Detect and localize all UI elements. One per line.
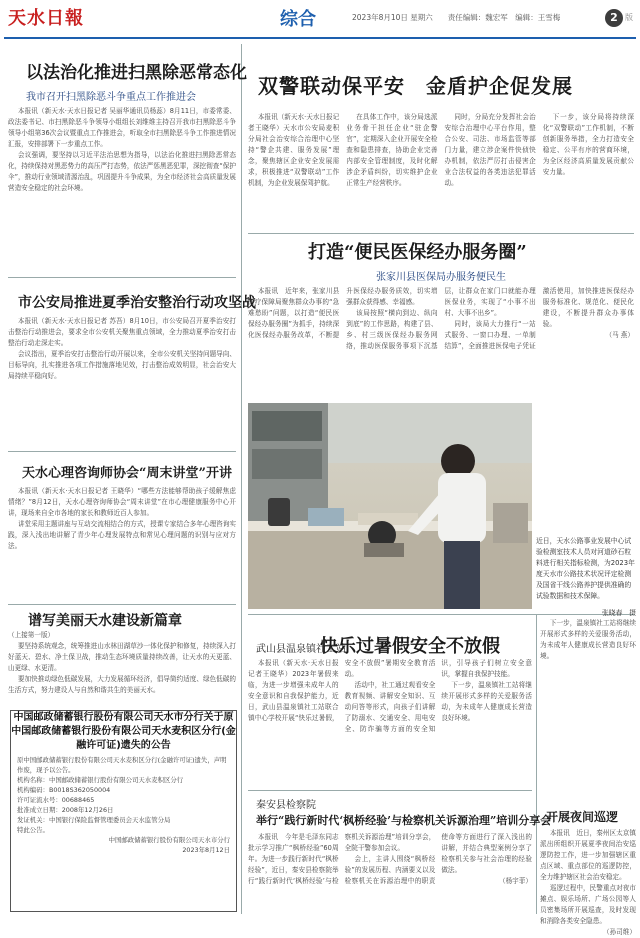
notice-line: 批准成立日期：2008年12月26日 — [17, 806, 114, 814]
article-body — [248, 112, 634, 230]
article-title: 开展夜间巡逻 — [546, 810, 619, 824]
paragraph: 要坚持系统观念，统筹推进山水林田湖草沙一体化保护和修复，持续深入打好蓝天、碧水、净土保卫战，推动生态环境质量持续改善，让天水的天更蓝、山更绿、水更清。 — [8, 642, 236, 672]
lost-license-notice — [10, 710, 237, 912]
photo-caption — [536, 536, 636, 619]
article-title: 举行“践行新时代‘枫桥经验’与检察机关诉源治理”培训分享会 — [256, 814, 552, 827]
article-body — [248, 658, 532, 786]
paragraph: 本报讯 近日，秦州区太京镇派出所组织开展夏季夜间治安巡逻防控工作，进一步加强辖区重点区域、重点部位的巡逻防控，全力维护辖区社会治安稳定。 — [540, 829, 636, 881]
page-number: 2 — [605, 9, 623, 27]
paragraph: 要加快推动绿色低碳发展，大力发展循环经济，倡导简约适度、绿色低碳的生活方式，努力建设人与自然和谐共生的美丽天水。 — [8, 675, 236, 694]
photo-credit: 张晓春 摄 — [602, 609, 636, 617]
article-kicker: 武山县温泉镇社工站 — [256, 644, 346, 655]
article-title: 打造“便民医保经办服务圈” — [308, 242, 527, 263]
notice-line: 发证机关：中国银行保险监督管理委员会天水监管分局 — [17, 816, 171, 824]
notice-line: 机构名称：中国邮政储蓄银行股份有限公司天水麦积区分行 — [17, 776, 184, 784]
article-title: 双警联动保平安 金盾护企促发展 — [258, 74, 573, 98]
news-photo — [248, 403, 532, 609]
caption-text: 近日，天水公路事业发展中心试验检测室技术人员对河道砂石粒料进行相关指标检测，为2023年度天水市公路技术状况评定检测及国省干线公路养护提供准确的试验数据和技术保障。 — [536, 537, 635, 600]
paragraph: 本报讯 近年来，张家川县医疗保障局聚焦群众办事的“急难愁盼”问题，以打造“便民医保经办服务圈”为抓手，持续深化医保经办服务改革，不断提升医保经办服务质效，切实增强群众获得感、幸福感。 — [248, 287, 438, 339]
notice-line: 许可证流水号：00688465 — [17, 796, 95, 804]
article-body — [8, 106, 236, 272]
paragraph: 本报讯（新天水·天水日报记者王晓华）天水市公安局麦积分局社会治安综合治理中心坚持“警企共建、服务发展”理念，聚焦辖区企业安全发展需求，积极推进“双警联动”工作机制，为企业发展保驾护航。 — [248, 113, 340, 187]
article-title: 以法治化推进扫黑除恶常态化 — [26, 63, 247, 83]
column-divider — [536, 614, 537, 914]
section-divider — [8, 451, 236, 452]
article-sign: （杨宇菲） — [499, 877, 532, 885]
article-body — [8, 486, 236, 600]
section-divider — [8, 604, 236, 605]
issue-meta: 2023年8月10日 星期六 责任编辑：魏宏军 编辑：王雪梅 — [352, 13, 561, 22]
paragraph: 会议指出，夏季治安打击整治行动开展以来，全市公安机关坚持问题导向、目标导向，扎实推进各项工作措施落地见效，打击整治成效明显，社会治安大局持续平稳向好。 — [8, 350, 236, 380]
notice-date: 2023年8月12日 — [182, 846, 230, 854]
article-sign: （孙司维） — [603, 928, 636, 936]
paragraph: 本报讯 今年是毛泽东同志批示学习推广“枫桥经验”60周年。为进一步践行新时代“枫桥经验”，近日，秦安县检察院举行“践行新时代‘枫桥经验’与检察机关诉源治理”培训分享会，全院干警参加会议。 — [248, 833, 436, 885]
paragraph: 本报讯（新天水·天水日报记者 王晓华）“哪些方法能够帮助孩子缓解焦虑情绪？”8月12日，天水心理咨询师协会“周末讲堂”在市心理健康服务中心开讲，现场来自全市各地的家长和教师近百人参加。 — [8, 487, 236, 517]
paragraph: 本报讯（新天水·天水日报记者 苏吾）8月10日，市公安局召开夏季治安打击整治行动推进会，要求全市公安机关聚焦重点领域，全力推动夏季治安打击整治行动走深走实。 — [8, 317, 236, 347]
article-title: 谱写美丽天水建设新篇章 — [28, 613, 182, 629]
article-body — [248, 832, 532, 914]
notice-line: 特此公告。 — [17, 826, 49, 834]
article-title: 快乐过暑假安全不放假 — [320, 636, 500, 657]
notice-body — [11, 753, 236, 857]
paragraph: 该局按照“横向到边、纵向到底”的工作思路，构建了县、乡、村三级医保经办服务网络，推动医保服务事项下沉基层，让群众在家门口就能办理医保业务，实现了“小事不出村、大事不出乡”。 — [346, 287, 536, 350]
article-subtitle: 我市召开扫黑除恶斗争重点工作推进会 — [26, 92, 196, 103]
article-body — [8, 316, 236, 446]
article-kicker: （上接第一版） — [8, 631, 55, 639]
notice-line: 机构编码：B0018S362050004 — [17, 786, 111, 794]
laboratory-photo-illustration — [248, 403, 532, 609]
paragraph: 下一步，温泉镇社工站将继续开展形式多样的关爱服务活动，为未成年人健康成长营造良好环境。 — [540, 619, 636, 660]
paragraph: 在具体工作中，该分局选派业务骨干担任企业“驻企警官”，定期深入企业开展安全检查和隐患排查，协助企业完善内部安全管理制度，及时化解涉企矛盾纠纷，切实维护企业正常生产经营秩序。 — [346, 113, 438, 187]
article-title: 市公安局推进夏季治安整治行动攻坚战 — [18, 295, 256, 311]
section-divider — [248, 233, 634, 234]
newspaper-logo: 天水日報 — [8, 8, 84, 29]
notice-title: 中国邮政储蓄银行股份有限公司天水市分行关于原中国邮政储蓄银行股份有限公司天水麦积区分行(金融许可证)遗失的公告 — [11, 712, 236, 751]
article-kicker: 秦安县检察院 — [256, 800, 316, 811]
paragraph: 活动中，社工通过观看安全教育视频、讲解安全知识、互动问答等形式，向孩子们讲解了防溺水、交通安全、用电安全、防诈骗等方面的安全知识，引导孩子们树立安全意识，掌握自我保护技能。 — [344, 659, 532, 733]
paragraph: 会上，主讲人围绕“枫桥经验”的发展历程、内涵要义以及检察机关在诉源治理中的职责使命等方面进行了深入浅出的讲解，并结合典型案例分享了检察机关参与社会治理的经验做法。 — [344, 833, 532, 885]
article-sign: （马 燕） — [605, 331, 634, 339]
article-body — [8, 630, 236, 706]
section-divider — [8, 277, 236, 278]
paragraph: 巡逻过程中，民警重点对夜市摊点、娱乐场所、广场公园等人员密集场所开展巡查，及时发现和消除各类安全隐患。 — [540, 884, 636, 925]
paragraph: 下一步，温泉镇社工站将继续开展形式多样的关爱服务活动，为未成年人健康成长营造良好环境。 — [441, 681, 532, 722]
paragraph: 会议强调，要坚持以习近平法治思想为指导，以法治化推进扫黑除恶常态化，持续保持对黑恶势力的高压严打态势，依法严惩黑恶犯罪，深挖彻查“保护伞”，推动行业领域清源治乱，巩固提升斗争成果，为全市经济社会高质量发展营造安全稳定的社会环境。 — [8, 151, 236, 192]
article-body — [248, 286, 634, 398]
section-divider — [248, 790, 532, 791]
notice-signature: 中国邮政储蓄银行股份有限公司天水市分行 — [108, 836, 230, 844]
notice-line: 原中国邮政储蓄银行股份有限公司天水麦积区分行(金融许可证)遗失，声明作废，现予以公告。 — [17, 756, 227, 774]
paragraph: 本报讯（新天水·天水日报记者 吴丽华通讯员杨蕊）8月11日，市委常委、政法委书记、市扫黑除恶斗争领导小组组长刘维维主持召开我市扫黑除恶斗争领导小组第36次会议暨重点工作推进会，听取全市扫黑除恶斗争工作推进情况汇报，安排部署下一步重点工作。 — [8, 107, 236, 148]
page-label: 版 — [625, 13, 633, 22]
column-divider — [241, 44, 242, 914]
paragraph: 下一步，该分局将持续深化“双警联动”工作机制，不断创新服务举措，全力打造安全稳定、公平有序的营商环境，为全区经济高质量发展贡献公安力量。 — [542, 113, 634, 176]
paragraph: 同时，该局大力推行“一站式服务、一窗口办理、一单制结算”，全面推进医保电子凭证激活使用，加快推进医保经办服务标准化、规范化、便民化建设，不断提升群众办事体验。 — [444, 287, 634, 350]
article-body — [540, 828, 636, 936]
article-title: 天水心理咨询师协会“周末讲堂”开讲 — [22, 466, 232, 481]
paragraph: 同时，分局充分发挥社会治安综合治理中心平台作用，整合公安、司法、市场监管等部门力量，建立涉企案件快侦快办机制，依法严厉打击侵害企业合法权益的各类违法犯罪活动。 — [444, 113, 536, 187]
paragraph: 本报讯（新天水·天水日报记者王晓华）2023年暑假来临，为进一步增强未成年人的安全意识和自我保护能力，近日，武山县温泉镇社工站联合镇中心学校开展“快乐过暑假，安全不放假”暑期安全教育活动。 — [248, 659, 436, 722]
masthead-rule — [4, 37, 636, 39]
masthead — [0, 0, 640, 42]
section-title: 综合 — [280, 9, 316, 30]
article-body — [540, 618, 636, 804]
article-subtitle: 张家川县医保局办服务便民生 — [376, 272, 506, 283]
paragraph: 讲堂采用主题讲座与互动交流相结合的方式，授课专家结合多年心理咨询实践，深入浅出地讲解了青少年心理发展特点和常见心理问题的识别与应对方法。 — [8, 520, 236, 550]
